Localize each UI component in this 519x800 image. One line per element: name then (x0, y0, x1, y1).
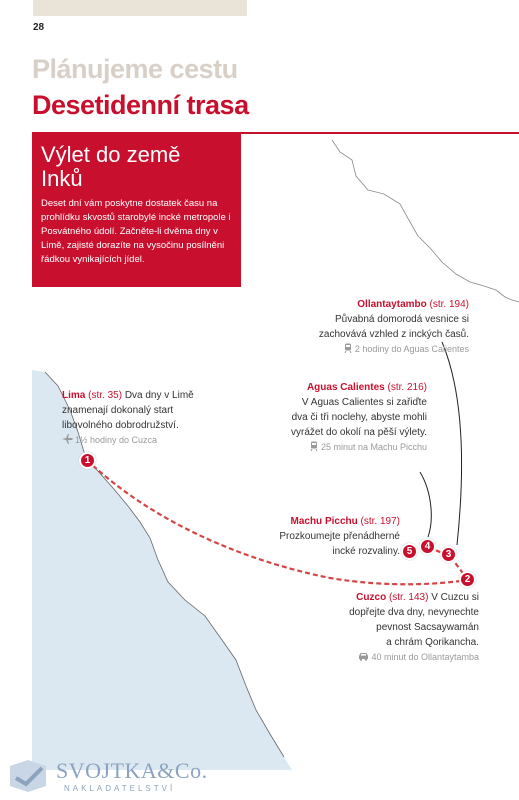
stop-text-line: libovolného dobrodružství. (62, 420, 179, 431)
publisher-name: SVOJTKA&Co. (56, 758, 208, 783)
route-marker-lima: 1 (79, 452, 96, 469)
stop-travel (227, 440, 427, 455)
stop-name: Ollantaytambo (357, 299, 427, 310)
car-icon (358, 651, 369, 661)
border-line (332, 140, 519, 302)
stop-lima (62, 388, 252, 448)
stop-page-ref: (str. 143) (388, 592, 429, 603)
stop-travel (62, 433, 252, 448)
leader-line-aguas (420, 472, 431, 537)
stop-text-line: znamenají dokonalý start (62, 405, 174, 416)
stop-machu-picchu (220, 514, 400, 559)
publisher-emblem-icon (6, 756, 54, 794)
stop-travel (279, 650, 479, 665)
stop-text-line: a chrám Qorikancha. (386, 637, 479, 648)
route-marker-ollantaytambo: 3 (440, 546, 457, 563)
stop-text-line: Dva dny v Limě (124, 390, 194, 401)
stop-text-line: zachovává vzhled z inckých časů. (318, 329, 469, 340)
stop-name: Aguas Calientes (306, 382, 385, 393)
stop-cuzco (279, 590, 479, 665)
travel-text: 1½ hodiny do Cuzca (75, 435, 158, 445)
stop-text-line: pevnost Sacsaywamán (376, 622, 479, 633)
stop-page-ref: (str. 35) (88, 390, 123, 401)
stop-name: Cuzco (356, 592, 387, 603)
stop-name: Lima (62, 390, 86, 401)
travel-text: 40 minut do Ollantaytamba (371, 652, 479, 662)
intro-title: Výlet do země Inků (41, 142, 181, 191)
stop-page-ref: (str. 216) (387, 382, 427, 393)
stop-aguas-calientes (227, 380, 427, 455)
train-icon (308, 441, 319, 451)
intro-text: Deset dní vám poskytne dostatek času na prohlídku skvostů starobylé incké metropole i Posvátného údolí. Začněte-li dvěma dny v Limě, zajisté dorazíte na vysočinu posílněni řádkou vynikajících jídel. (41, 198, 231, 265)
stop-text-line: Půvabná domorodá vesnice si (335, 314, 469, 325)
stop-text-line: dva či tři noclehy, abyste mohli (291, 412, 427, 423)
section-title: Plánujeme cestu (32, 54, 238, 84)
stop-text-line: dopřejte dva dny, nevynechte (349, 607, 479, 618)
route-marker-machu-picchu: 5 (401, 543, 418, 560)
stop-text-line: incké rozvaliny. (332, 546, 400, 557)
route-marker-cuzco: 2 (459, 571, 476, 588)
intro-box (32, 134, 241, 287)
stop-page-ref: (str. 194) (429, 299, 469, 310)
stop-text-line: vyrážet do okolí na pěší výlety. (291, 427, 427, 438)
stop-travel (249, 342, 469, 357)
page-title: Desetidenní trasa (32, 90, 249, 120)
stop-page-ref: (str. 197) (360, 516, 400, 527)
stop-ollantaytambo (249, 297, 469, 357)
publisher-subtitle: NAKLADATELSTVÍ (64, 784, 176, 793)
route-marker-aguas-calientes: 4 (419, 538, 436, 555)
plane-icon (62, 434, 73, 444)
leader-line-ollantaytambo (442, 342, 462, 545)
publisher-logo (6, 756, 208, 796)
travel-text: 2 hodiny do Aguas Calientes (354, 344, 469, 354)
page-number: 28 (33, 22, 45, 33)
stop-text-line: Prozkoumejte přenádherné (279, 531, 400, 542)
stop-text-line: V Aguas Calientes si zařiďte (301, 397, 427, 408)
stop-text-line: V Cuzcu si (431, 592, 479, 603)
train-icon (342, 343, 353, 353)
stop-name: Machu Picchu (290, 516, 358, 527)
travel-text: 25 minut na Machu Picchu (320, 442, 427, 452)
